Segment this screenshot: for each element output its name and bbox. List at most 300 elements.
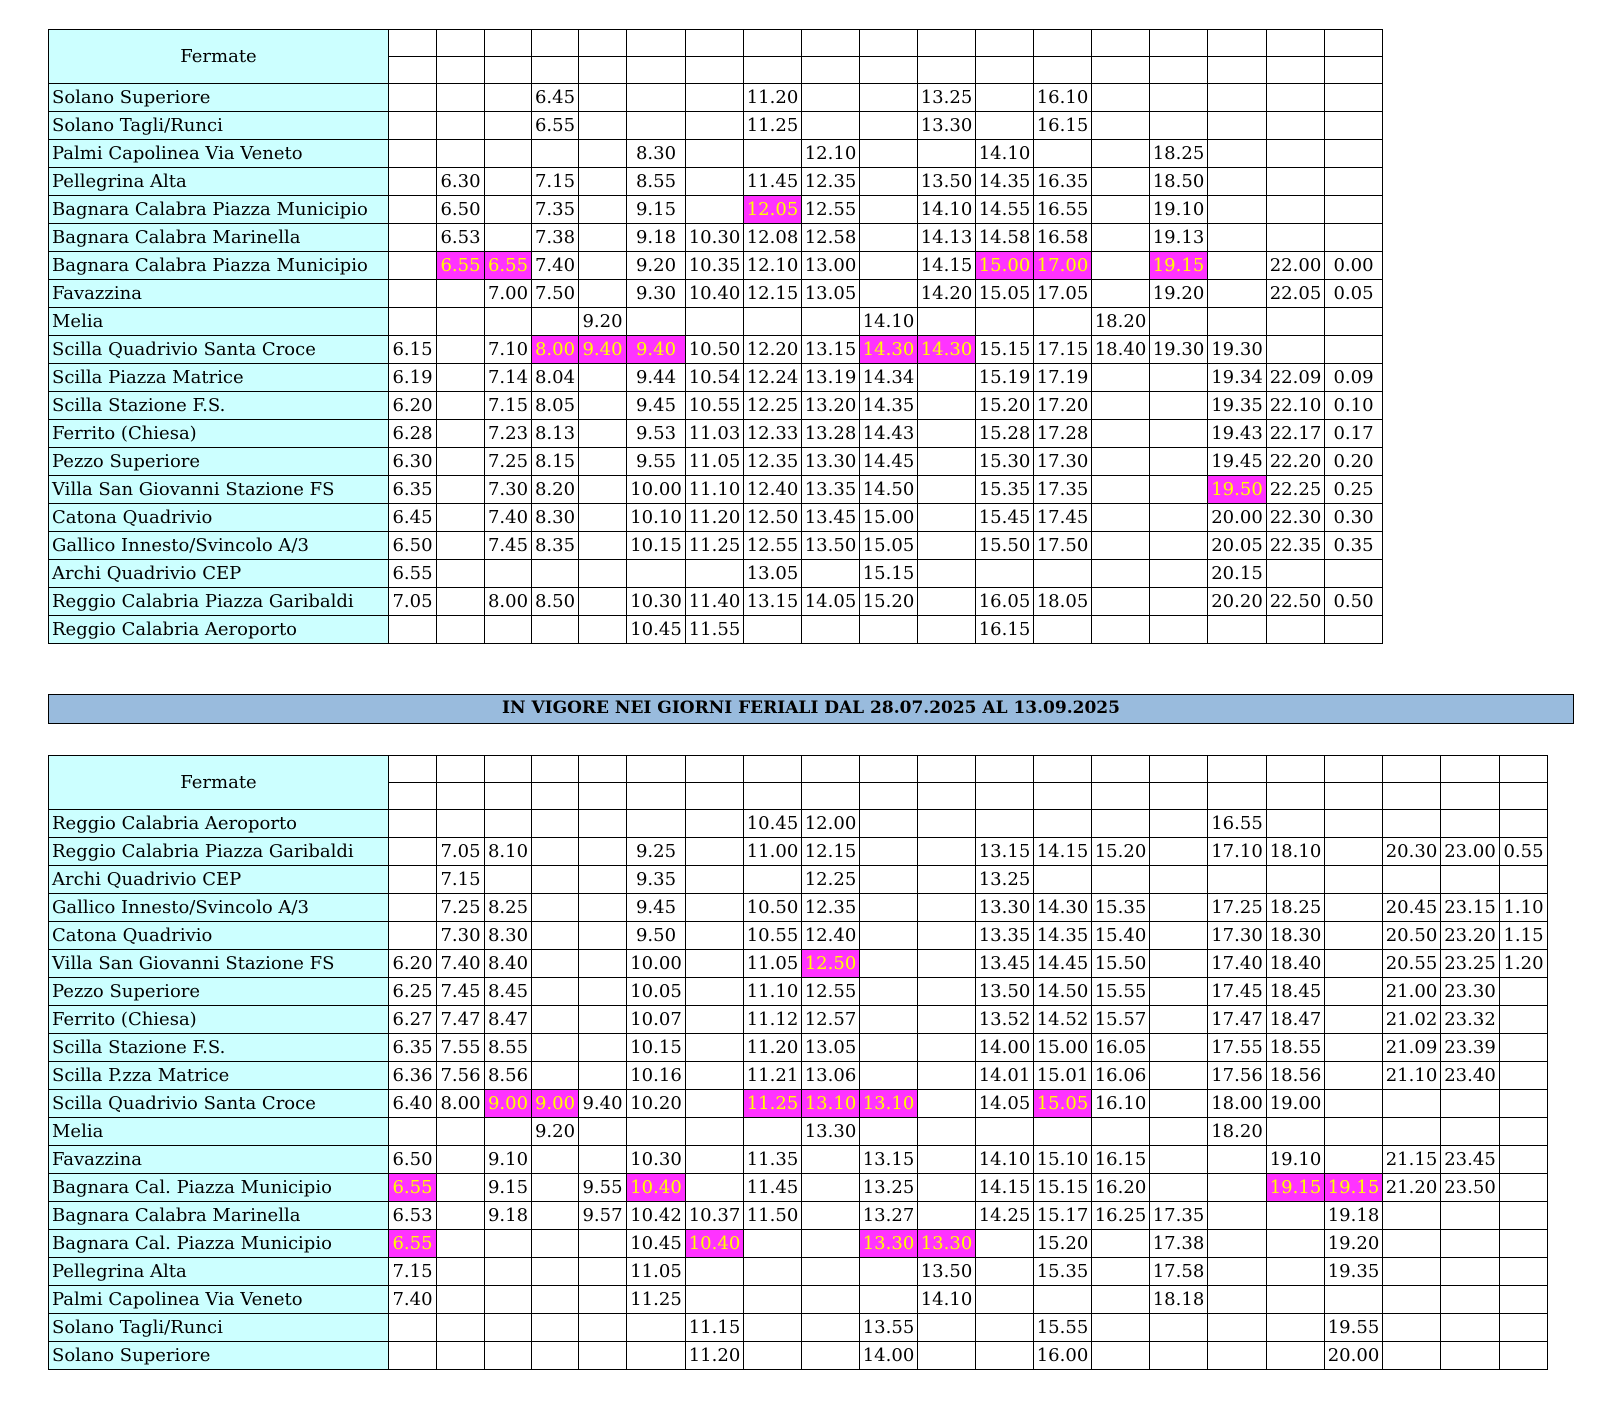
time-cell xyxy=(579,252,627,280)
time-cell: 9.53 xyxy=(627,420,686,448)
time-cell: 21.00 xyxy=(1383,978,1441,1006)
table-row xyxy=(49,1034,1548,1062)
stop-name: Bagnara Cal. Piazza Municipio xyxy=(49,1174,389,1202)
time-cell: 14.58 xyxy=(976,224,1034,252)
time-cell: 14.20 xyxy=(918,280,976,308)
time-cell: 1.15 xyxy=(1500,922,1548,950)
time-cell xyxy=(1267,1286,1325,1314)
time-cell xyxy=(1150,392,1208,420)
time-cell xyxy=(1325,978,1383,1006)
time-cell: 23.50 xyxy=(1441,1174,1500,1202)
time-cell xyxy=(437,1258,485,1286)
time-cell: 12.57 xyxy=(802,1006,860,1034)
time-cell: 15.05 xyxy=(860,532,918,560)
time-cell: 7.23 xyxy=(485,420,532,448)
time-cell xyxy=(1150,112,1208,140)
time-cell xyxy=(686,978,744,1006)
time-cell xyxy=(1325,1034,1383,1062)
time-cell: 11.20 xyxy=(686,1342,744,1370)
time-cell: 18.05 xyxy=(1034,588,1092,616)
time-cell: 7.38 xyxy=(532,224,579,252)
stop-name: Reggio Calabria Aeroporto xyxy=(49,616,389,644)
time-cell xyxy=(1325,838,1383,866)
time-cell xyxy=(1267,810,1325,838)
time-cell: 9.10 xyxy=(485,1146,532,1174)
time-cell: 18.55 xyxy=(1267,1034,1325,1062)
time-cell xyxy=(1500,1202,1548,1230)
table-row xyxy=(49,252,1383,280)
time-cell xyxy=(1034,308,1092,336)
stop-name: Melia xyxy=(49,1118,389,1146)
time-cell xyxy=(744,1314,802,1342)
stop-name: Pezzo Superiore xyxy=(49,978,389,1006)
time-cell xyxy=(686,922,744,950)
time-cell xyxy=(744,1118,802,1146)
time-cell xyxy=(860,922,918,950)
time-cell xyxy=(1325,224,1383,252)
time-cell xyxy=(1092,1118,1150,1146)
time-cell: 0.05 xyxy=(1325,280,1383,308)
time-cell xyxy=(532,894,579,922)
time-cell xyxy=(918,308,976,336)
time-cell: 15.45 xyxy=(976,504,1034,532)
time-cell xyxy=(1208,112,1267,140)
time-cell xyxy=(437,336,485,364)
time-cell xyxy=(1500,1034,1548,1062)
time-cell: 13.15 xyxy=(976,838,1034,866)
time-cell xyxy=(744,1286,802,1314)
time-cell xyxy=(1092,364,1150,392)
stop-name: Scilla Piazza Matrice xyxy=(49,364,389,392)
header-cell xyxy=(918,783,976,810)
header-cell xyxy=(532,783,579,810)
time-cell xyxy=(1441,1118,1500,1146)
time-cell: 13.30 xyxy=(918,112,976,140)
time-cell xyxy=(1267,1258,1325,1286)
time-cell: 20.05 xyxy=(1208,532,1267,560)
time-cell xyxy=(1383,1202,1441,1230)
time-cell: 19.45 xyxy=(1208,448,1267,476)
time-cell xyxy=(802,1146,860,1174)
time-cell: 19.15 xyxy=(1325,1174,1383,1202)
table-row xyxy=(49,84,1383,112)
time-cell: 0.55 xyxy=(1500,838,1548,866)
time-cell: 15.20 xyxy=(1034,1230,1092,1258)
time-cell: 18.25 xyxy=(1267,894,1325,922)
time-cell xyxy=(1092,1342,1150,1370)
stop-name: Scilla P.zza Matrice xyxy=(49,1062,389,1090)
time-cell xyxy=(532,1258,579,1286)
time-cell xyxy=(1325,1286,1383,1314)
time-cell xyxy=(579,280,627,308)
time-cell xyxy=(1383,1342,1441,1370)
time-cell xyxy=(1150,588,1208,616)
time-cell: 14.30 xyxy=(1034,894,1092,922)
time-cell: 17.05 xyxy=(1034,280,1092,308)
time-cell: 8.10 xyxy=(485,838,532,866)
time-cell: 14.50 xyxy=(1034,978,1092,1006)
time-cell: 15.05 xyxy=(1034,1090,1092,1118)
time-cell xyxy=(1267,140,1325,168)
time-cell xyxy=(1441,866,1500,894)
time-cell: 15.05 xyxy=(976,280,1034,308)
header-cell xyxy=(1150,783,1208,810)
table-row xyxy=(49,810,1548,838)
time-cell: 7.35 xyxy=(532,196,579,224)
time-cell xyxy=(1500,978,1548,1006)
time-cell: 23.00 xyxy=(1441,838,1500,866)
time-cell xyxy=(579,588,627,616)
time-cell xyxy=(918,588,976,616)
header-cell xyxy=(1325,756,1383,783)
time-cell: 12.35 xyxy=(802,894,860,922)
stop-name: Solano Tagli/Runci xyxy=(49,1314,389,1342)
time-cell: 13.15 xyxy=(802,336,860,364)
time-cell: 10.00 xyxy=(627,950,686,978)
time-cell xyxy=(860,1034,918,1062)
time-cell xyxy=(918,1202,976,1230)
time-cell: 11.05 xyxy=(627,1258,686,1286)
time-cell: 6.55 xyxy=(389,560,437,588)
time-cell: 15.15 xyxy=(860,560,918,588)
time-cell: 0.30 xyxy=(1325,504,1383,532)
stop-name: Solano Superiore xyxy=(49,1342,389,1370)
stop-name: Gallico Innesto/Svincolo A/3 xyxy=(49,532,389,560)
time-cell: 9.55 xyxy=(579,1174,627,1202)
stop-name: Villa San Giovanni Stazione FS xyxy=(49,950,389,978)
header-cell xyxy=(744,756,802,783)
time-cell: 11.20 xyxy=(744,84,802,112)
header-cell xyxy=(802,756,860,783)
time-cell xyxy=(860,838,918,866)
table-row xyxy=(49,1342,1548,1370)
time-cell xyxy=(1208,1258,1267,1286)
table-row xyxy=(49,616,1383,644)
time-cell: 16.05 xyxy=(1092,1034,1150,1062)
time-cell xyxy=(686,1174,744,1202)
time-cell xyxy=(1267,308,1325,336)
time-cell xyxy=(1092,252,1150,280)
time-cell: 20.00 xyxy=(1208,504,1267,532)
time-cell: 14.10 xyxy=(976,140,1034,168)
time-cell: 22.35 xyxy=(1267,532,1325,560)
time-cell xyxy=(437,364,485,392)
time-cell xyxy=(437,616,485,644)
time-cell xyxy=(918,532,976,560)
time-cell xyxy=(1267,84,1325,112)
time-cell xyxy=(532,950,579,978)
time-cell: 9.40 xyxy=(627,336,686,364)
time-cell: 0.10 xyxy=(1325,392,1383,420)
time-cell xyxy=(579,950,627,978)
time-cell: 21.10 xyxy=(1383,1062,1441,1090)
time-cell xyxy=(1383,1090,1441,1118)
time-cell: 7.25 xyxy=(485,448,532,476)
time-cell xyxy=(1208,1174,1267,1202)
time-cell xyxy=(1092,588,1150,616)
time-cell: 11.40 xyxy=(686,588,744,616)
time-cell: 6.27 xyxy=(389,1006,437,1034)
time-cell xyxy=(860,866,918,894)
time-cell: 6.50 xyxy=(389,532,437,560)
time-cell: 11.35 xyxy=(744,1146,802,1174)
time-cell xyxy=(532,1286,579,1314)
time-cell: 15.35 xyxy=(1034,1258,1092,1286)
time-cell xyxy=(485,1286,532,1314)
time-cell: 14.00 xyxy=(976,1034,1034,1062)
time-cell: 6.55 xyxy=(485,252,532,280)
time-cell xyxy=(1208,1146,1267,1174)
time-cell xyxy=(485,1230,532,1258)
time-cell xyxy=(579,894,627,922)
header-cell xyxy=(918,30,976,57)
time-cell: 11.25 xyxy=(627,1286,686,1314)
time-cell xyxy=(976,84,1034,112)
header-cell xyxy=(579,57,627,84)
time-cell xyxy=(1325,1062,1383,1090)
header-row xyxy=(49,756,1548,783)
time-cell: 16.58 xyxy=(1034,224,1092,252)
time-cell: 15.00 xyxy=(860,504,918,532)
time-cell xyxy=(485,560,532,588)
table-row xyxy=(49,168,1383,196)
stop-name: Archi Quadrivio CEP xyxy=(49,560,389,588)
time-cell xyxy=(802,1342,860,1370)
time-cell xyxy=(579,1146,627,1174)
time-cell xyxy=(1325,894,1383,922)
time-cell xyxy=(918,866,976,894)
time-cell xyxy=(1092,196,1150,224)
time-cell: 11.25 xyxy=(744,112,802,140)
time-cell xyxy=(485,112,532,140)
time-cell: 14.30 xyxy=(918,336,976,364)
time-cell: 14.15 xyxy=(976,1174,1034,1202)
time-cell xyxy=(1034,616,1092,644)
time-cell xyxy=(686,950,744,978)
time-cell xyxy=(1267,168,1325,196)
table-row xyxy=(49,1146,1548,1174)
time-cell: 10.42 xyxy=(627,1202,686,1230)
time-cell: 12.50 xyxy=(802,950,860,978)
time-cell xyxy=(976,1118,1034,1146)
time-cell: 21.20 xyxy=(1383,1174,1441,1202)
time-cell: 17.10 xyxy=(1208,838,1267,866)
time-cell: 20.15 xyxy=(1208,560,1267,588)
time-cell: 14.35 xyxy=(1034,922,1092,950)
time-cell: 10.55 xyxy=(686,392,744,420)
time-cell xyxy=(976,1258,1034,1286)
time-cell xyxy=(1092,392,1150,420)
time-cell: 15.00 xyxy=(976,252,1034,280)
time-cell xyxy=(579,504,627,532)
time-cell: 14.35 xyxy=(860,392,918,420)
time-cell: 9.20 xyxy=(532,1118,579,1146)
time-cell xyxy=(579,616,627,644)
header-cell xyxy=(802,30,860,57)
time-cell xyxy=(860,252,918,280)
time-cell: 6.50 xyxy=(437,196,485,224)
time-cell: 7.05 xyxy=(437,838,485,866)
time-cell xyxy=(1500,810,1548,838)
time-cell: 15.35 xyxy=(1092,894,1150,922)
time-cell: 9.20 xyxy=(627,252,686,280)
time-cell: 15.40 xyxy=(1092,922,1150,950)
time-cell xyxy=(389,196,437,224)
time-cell: 9.40 xyxy=(579,336,627,364)
time-cell: 11.20 xyxy=(744,1034,802,1062)
time-cell: 18.56 xyxy=(1267,1062,1325,1090)
time-cell: 11.25 xyxy=(744,1090,802,1118)
time-cell: 17.15 xyxy=(1034,336,1092,364)
time-cell xyxy=(389,168,437,196)
timetable-bottom xyxy=(48,755,1548,1370)
stop-name: Gallico Innesto/Svincolo A/3 xyxy=(49,894,389,922)
header-cell xyxy=(1500,783,1548,810)
time-cell xyxy=(976,1230,1034,1258)
time-cell xyxy=(1150,810,1208,838)
time-cell xyxy=(918,978,976,1006)
table-row xyxy=(49,1174,1548,1202)
time-cell: 10.40 xyxy=(627,1174,686,1202)
time-cell xyxy=(437,1146,485,1174)
time-cell xyxy=(627,308,686,336)
time-cell xyxy=(802,1230,860,1258)
time-cell: 6.55 xyxy=(389,1174,437,1202)
time-cell: 14.05 xyxy=(802,588,860,616)
time-cell xyxy=(627,1342,686,1370)
time-cell: 9.00 xyxy=(532,1090,579,1118)
time-cell xyxy=(918,922,976,950)
table-row xyxy=(49,112,1383,140)
time-cell xyxy=(1325,560,1383,588)
time-cell: 18.47 xyxy=(1267,1006,1325,1034)
time-cell xyxy=(1325,196,1383,224)
time-cell xyxy=(1092,476,1150,504)
time-cell: 7.15 xyxy=(437,866,485,894)
table-row xyxy=(49,588,1383,616)
time-cell: 18.30 xyxy=(1267,922,1325,950)
time-cell: 15.19 xyxy=(976,364,1034,392)
header-cell xyxy=(1092,30,1150,57)
time-cell: 11.05 xyxy=(744,950,802,978)
time-cell xyxy=(532,1034,579,1062)
time-cell xyxy=(860,196,918,224)
time-cell: 9.50 xyxy=(627,922,686,950)
time-cell xyxy=(1325,84,1383,112)
time-cell xyxy=(860,1006,918,1034)
time-cell xyxy=(918,1174,976,1202)
time-cell: 12.50 xyxy=(744,504,802,532)
table-row xyxy=(49,1258,1548,1286)
time-cell: 16.15 xyxy=(1034,112,1092,140)
time-cell xyxy=(532,616,579,644)
time-cell xyxy=(1500,866,1548,894)
time-cell xyxy=(389,224,437,252)
time-cell: 9.35 xyxy=(627,866,686,894)
time-cell xyxy=(1150,1118,1208,1146)
header-cell xyxy=(1325,783,1383,810)
time-cell: 13.00 xyxy=(802,252,860,280)
time-cell: 17.30 xyxy=(1034,448,1092,476)
time-cell: 19.10 xyxy=(1267,1146,1325,1174)
time-cell: 22.20 xyxy=(1267,448,1325,476)
time-cell xyxy=(1441,1230,1500,1258)
time-cell: 13.05 xyxy=(802,1034,860,1062)
time-cell: 10.15 xyxy=(627,1034,686,1062)
time-cell: 10.20 xyxy=(627,1090,686,1118)
header-cell xyxy=(532,57,579,84)
time-cell: 23.20 xyxy=(1441,922,1500,950)
time-cell xyxy=(1325,616,1383,644)
time-cell xyxy=(1150,616,1208,644)
time-cell: 13.20 xyxy=(802,392,860,420)
header-cell xyxy=(686,30,744,57)
time-cell: 10.37 xyxy=(686,1202,744,1230)
time-cell xyxy=(437,1230,485,1258)
time-cell xyxy=(579,140,627,168)
time-cell xyxy=(686,84,744,112)
time-cell: 13.35 xyxy=(802,476,860,504)
header-cell xyxy=(389,783,437,810)
header-cell xyxy=(1034,783,1092,810)
time-cell: 16.10 xyxy=(1034,84,1092,112)
time-cell xyxy=(686,1090,744,1118)
time-cell xyxy=(579,224,627,252)
time-cell xyxy=(1500,1342,1548,1370)
time-cell xyxy=(1150,922,1208,950)
time-cell xyxy=(1208,1342,1267,1370)
header-cell xyxy=(389,57,437,84)
time-cell xyxy=(860,224,918,252)
time-cell: 17.56 xyxy=(1208,1062,1267,1090)
time-cell: 13.52 xyxy=(976,1006,1034,1034)
header-cell xyxy=(437,30,485,57)
time-cell: 16.25 xyxy=(1092,1202,1150,1230)
header-cell xyxy=(627,30,686,57)
table-row xyxy=(49,476,1383,504)
time-cell: 7.40 xyxy=(485,504,532,532)
time-cell xyxy=(1267,224,1325,252)
time-cell xyxy=(918,364,976,392)
time-cell xyxy=(579,196,627,224)
time-cell: 6.25 xyxy=(389,978,437,1006)
header-cell xyxy=(1325,57,1383,84)
time-cell: 18.18 xyxy=(1150,1286,1208,1314)
time-cell: 11.05 xyxy=(686,448,744,476)
time-cell xyxy=(1034,1118,1092,1146)
time-cell xyxy=(627,810,686,838)
time-cell xyxy=(802,308,860,336)
time-cell: 6.35 xyxy=(389,1034,437,1062)
time-cell: 1.10 xyxy=(1500,894,1548,922)
time-cell: 17.45 xyxy=(1208,978,1267,1006)
time-cell: 7.30 xyxy=(485,476,532,504)
time-cell: 6.50 xyxy=(389,1146,437,1174)
time-cell xyxy=(485,1342,532,1370)
time-cell xyxy=(1325,950,1383,978)
timetable-top xyxy=(48,29,1383,644)
time-cell xyxy=(579,978,627,1006)
time-cell: 15.17 xyxy=(1034,1202,1092,1230)
time-cell: 15.15 xyxy=(976,336,1034,364)
time-cell: 16.15 xyxy=(976,616,1034,644)
time-cell: 20.00 xyxy=(1325,1342,1383,1370)
time-cell xyxy=(437,1286,485,1314)
time-cell: 11.45 xyxy=(744,1174,802,1202)
time-cell xyxy=(1208,252,1267,280)
time-cell xyxy=(918,560,976,588)
time-cell xyxy=(860,1286,918,1314)
